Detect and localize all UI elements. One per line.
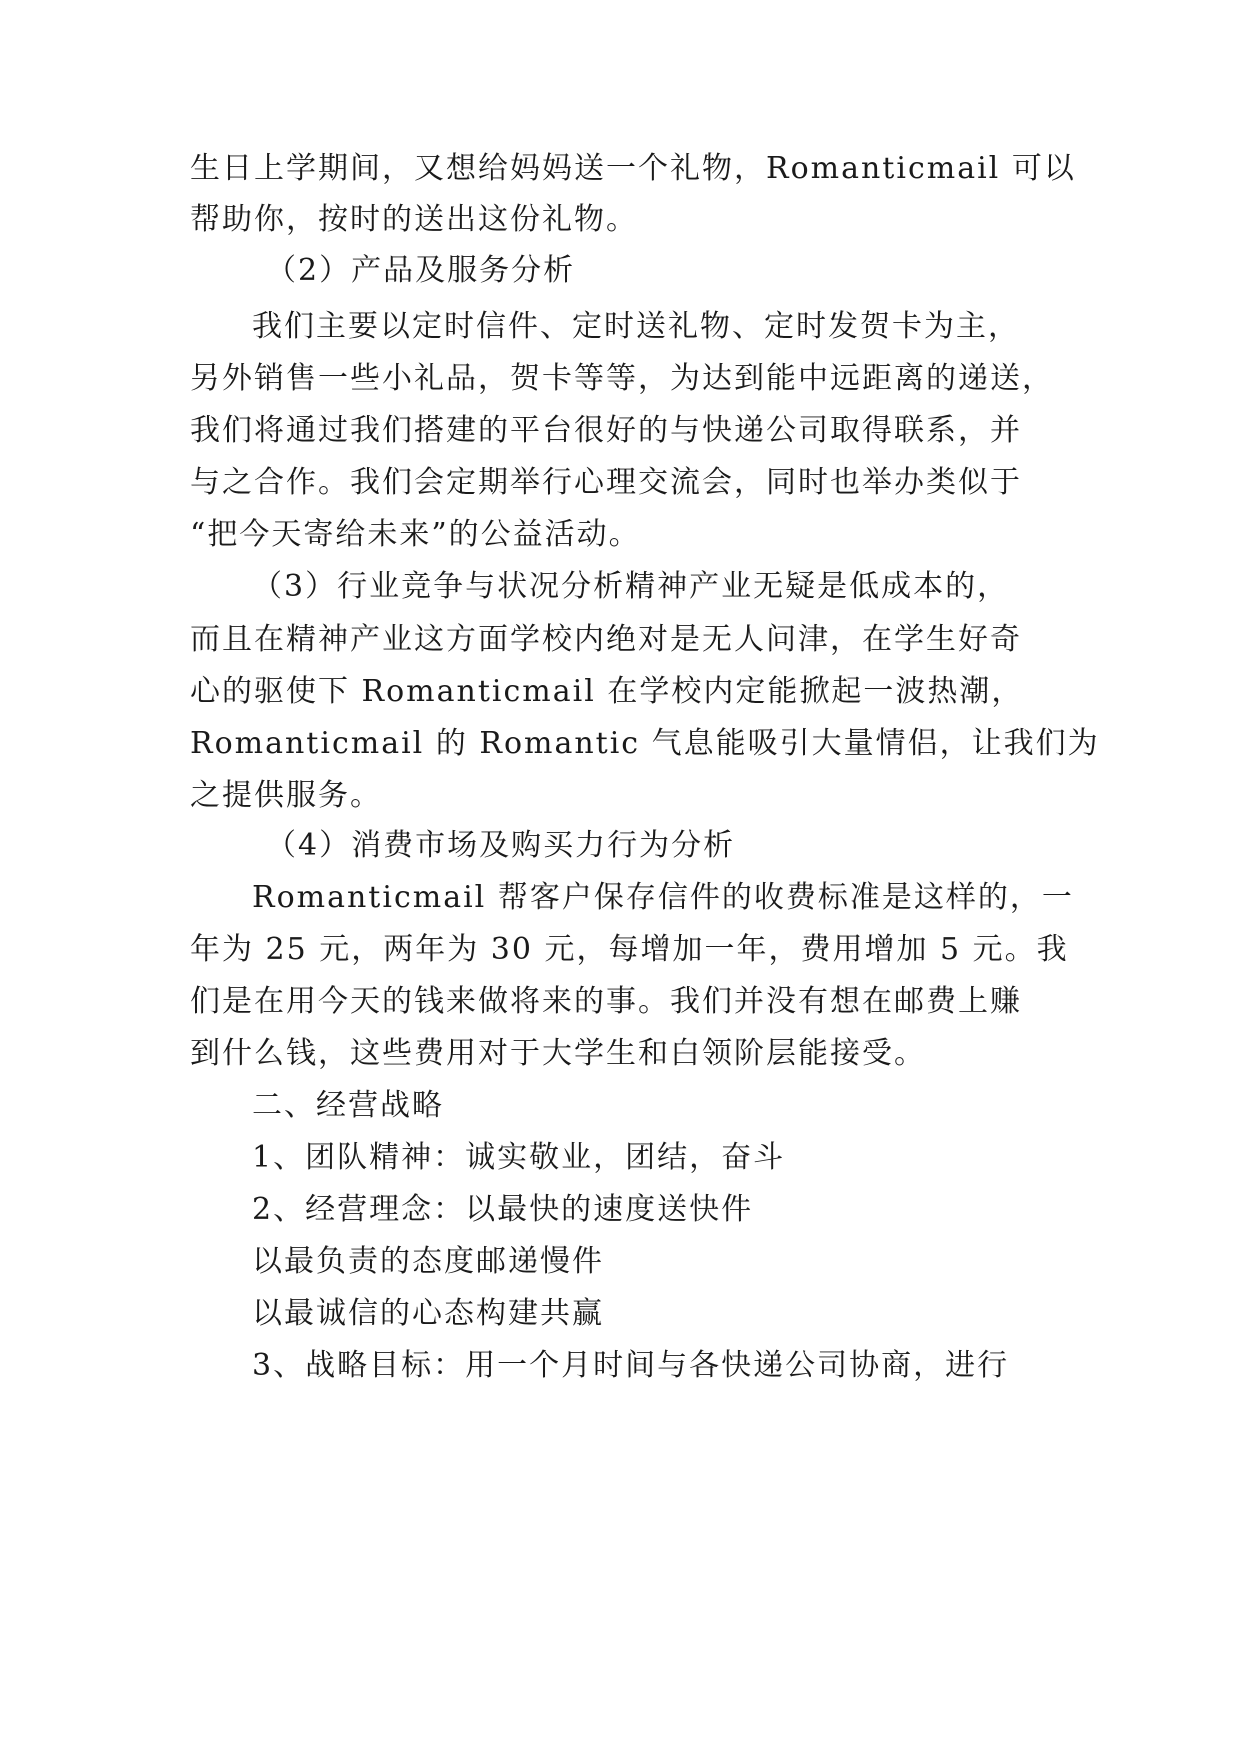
paragraph-line: 生日上学期间，又想给妈妈送一个礼物，Romanticmail 可以 [190, 151, 1076, 186]
paragraph-line: 与之合作。我们会定期举行心理交流会，同时也举办类似于 [190, 465, 1022, 500]
paragraph-line: 我们主要以定时信件、定时送礼物、定时发贺卡为主， [252, 309, 1020, 344]
section-heading: 二、经营战略 [252, 1088, 444, 1123]
paragraph-line: 帮助你，按时的送出这份礼物。 [190, 202, 638, 237]
paragraph-line: “把今天寄给未来”的公益活动。 [190, 517, 641, 552]
paragraph-line: 心的驱使下 Romanticmail 在学校内定能掀起一波热潮， [190, 674, 1024, 709]
list-item: 2、经营理念：以最快的速度送快件 [252, 1192, 754, 1227]
paragraph-line: 年为 25 元，两年为 30 元，每增加一年，费用增加 5 元。我 [190, 932, 1069, 967]
paragraph-line: Romanticmail 的 Romantic 气息能吸引大量情侣，让我们为 [190, 726, 1100, 761]
list-item-continuation: 以最诚信的心态构建共赢 [252, 1296, 604, 1331]
paragraph-line: 之提供服务。 [190, 778, 382, 813]
paragraph-line: 我们将通过我们搭建的平台很好的与快递公司取得联系，并 [190, 413, 1022, 448]
paragraph-line: 们是在用今天的钱来做将来的事。我们并没有想在邮费上赚 [190, 984, 1022, 1019]
list-item: 3、战略目标：用一个月时间与各快递公司协商，进行 [252, 1348, 1010, 1383]
section-heading: （4）消费市场及购买力行为分析 [266, 828, 736, 863]
list-item: 1、团队精神：诚实敬业，团结，奋斗 [252, 1140, 786, 1175]
section-heading: （3）行业竞争与状况分析精神产业无疑是低成本的， [252, 569, 1010, 604]
paragraph-line: 而且在精神产业这方面学校内绝对是无人问津，在学生好奇 [190, 622, 1022, 657]
paragraph-line: 另外销售一些小礼品，贺卡等等，为达到能中远距离的递送， [190, 361, 1054, 396]
section-heading: （2）产品及服务分析 [266, 253, 576, 288]
list-item-continuation: 以最负责的态度邮递慢件 [252, 1244, 604, 1279]
paragraph-line: Romanticmail 帮客户保存信件的收费标准是这样的，一 [252, 880, 1074, 915]
paragraph-line: 到什么钱，这些费用对于大学生和白领阶层能接受。 [190, 1036, 926, 1071]
